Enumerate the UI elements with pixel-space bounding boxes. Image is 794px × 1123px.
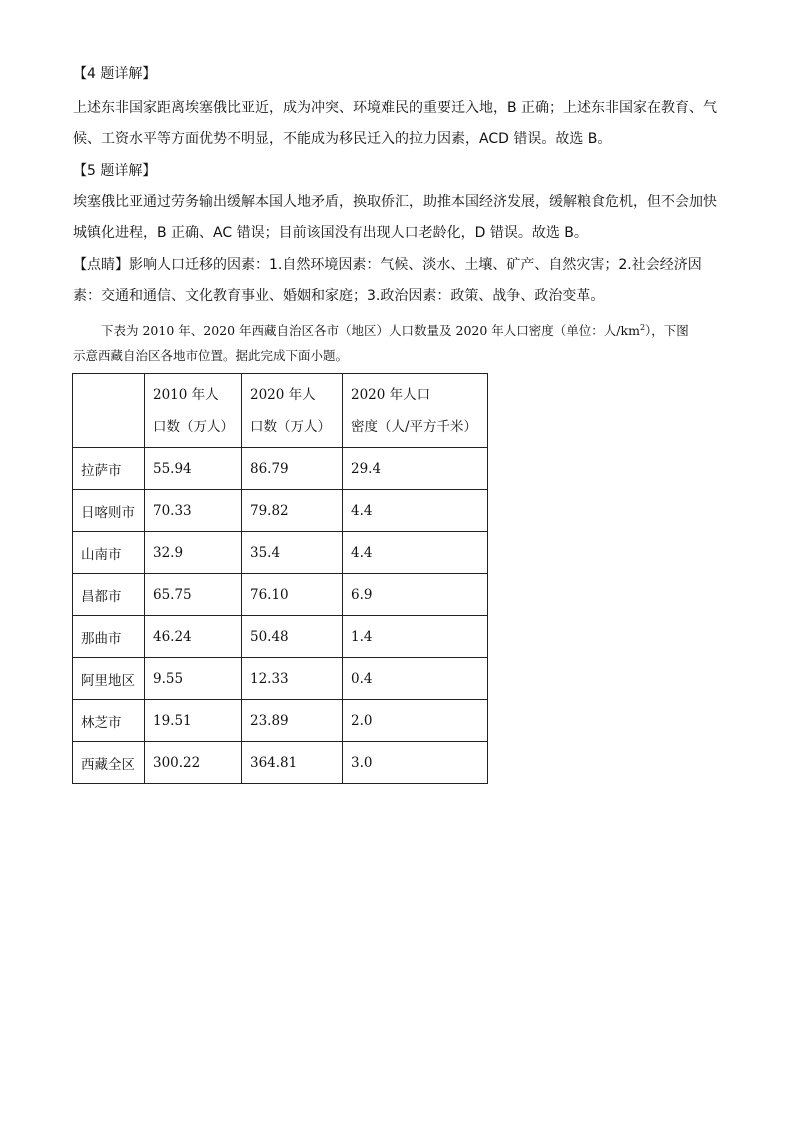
population-2020-cell: 364.81 — [242, 742, 343, 784]
q4-text-line1: 上述东非国家距离埃塞俄比亚近，成为冲突、环境难民的重要迁入地，B 正确；上述东非国家在教育、气 — [73, 100, 718, 116]
intro-line1-text: 下表为 2010 年、2020 年西藏自治区各市（地区）人口数量及 2020 年人口密度（单位：人/km — [101, 323, 640, 339]
population-2010-cell: 300.22 — [145, 742, 242, 784]
note-line2: 素：交通和通信、文化教育事业、婚姻和家庭；3.政治因素：政策、战争、政治变革。 — [73, 288, 605, 304]
table-row — [73, 448, 488, 490]
population-2020-cell: 76.10 — [242, 574, 343, 616]
intro-line1-end: ），下图 — [645, 323, 689, 339]
q4-heading: 【4 题详解】 — [73, 66, 157, 82]
table-row — [73, 616, 488, 658]
population-table — [72, 373, 488, 784]
population-2020-cell: 12.33 — [242, 658, 343, 700]
header-2020-l2: 口数（万人） — [250, 418, 331, 435]
q5-text-line2: 城镇化进程，B 正确、AC 错误；目前该国没有出现人口老龄化，D 错误。故选 B。 — [73, 225, 588, 241]
header-cell-2020-population — [242, 374, 343, 448]
header-density-l1: 2020 年人口 — [351, 386, 431, 403]
population-2020-cell: 23.89 — [242, 700, 343, 742]
intro-line1 — [101, 318, 689, 341]
note-line1: 【点睛】影响人口迁移的因素：1.自然环境因素：气候、淡水、土壤、矿产、自然灾害；2.社会经济因 — [73, 257, 702, 273]
table-row — [73, 574, 488, 616]
region-cell: 那曲市 — [73, 616, 145, 658]
table-row — [73, 490, 488, 532]
population-2010-cell: 46.24 — [145, 616, 242, 658]
density-2020-cell: 2.0 — [343, 700, 488, 742]
population-2020-cell: 50.48 — [242, 616, 343, 658]
header-cell-2010-population — [145, 374, 242, 448]
region-cell: 山南市 — [73, 532, 145, 574]
population-2010-cell: 55.94 — [145, 448, 242, 490]
region-cell: 日喀则市 — [73, 490, 145, 532]
population-2010-cell: 32.9 — [145, 532, 242, 574]
population-2020-cell: 35.4 — [242, 532, 343, 574]
q5-heading: 【5 题详解】 — [73, 163, 157, 179]
population-2010-cell: 9.55 — [145, 658, 242, 700]
population-2010-cell: 70.33 — [145, 490, 242, 532]
q4-text-line2: 候、工资水平等方面优势不明显，不能成为移民迁入的拉力因素，ACD 错误。故选 B。 — [73, 131, 612, 147]
density-2020-cell: 3.0 — [343, 742, 488, 784]
table-row — [73, 742, 488, 784]
density-2020-cell: 6.9 — [343, 574, 488, 616]
population-2020-cell: 79.82 — [242, 490, 343, 532]
header-cell-empty — [73, 374, 145, 448]
population-2020-cell: 86.79 — [242, 448, 343, 490]
header-cell-2020-density — [343, 374, 488, 448]
intro-superscript: 2 — [639, 323, 646, 332]
density-2020-cell: 29.4 — [343, 448, 488, 490]
table-row — [73, 700, 488, 742]
header-2020-l1: 2020 年人 — [250, 386, 316, 403]
header-2010-l1: 2010 年人 — [153, 386, 219, 403]
region-cell: 西藏全区 — [73, 742, 145, 784]
q5-text-line1: 埃塞俄比亚通过劳务输出缓解本国人地矛盾，换取侨汇，助推本国经济发展，缓解粮食危机，但不会加快 — [73, 194, 717, 210]
density-2020-cell: 4.4 — [343, 490, 488, 532]
table-row — [73, 532, 488, 574]
region-cell: 林芝市 — [73, 700, 145, 742]
header-density-l2: 密度（人/平方千米） — [351, 418, 478, 435]
intro-line2: 示意西藏自治区各地市位置。据此完成下面小题。 — [73, 348, 349, 363]
population-2010-cell: 65.75 — [145, 574, 242, 616]
region-cell: 拉萨市 — [73, 448, 145, 490]
density-2020-cell: 1.4 — [343, 616, 488, 658]
table-header-row — [73, 374, 488, 448]
density-2020-cell: 4.4 — [343, 532, 488, 574]
header-2010-l2: 口数（万人） — [153, 418, 234, 435]
population-2010-cell: 19.51 — [145, 700, 242, 742]
table-row — [73, 658, 488, 700]
density-2020-cell: 0.4 — [343, 658, 488, 700]
region-cell: 阿里地区 — [73, 658, 145, 700]
region-cell: 昌都市 — [73, 574, 145, 616]
